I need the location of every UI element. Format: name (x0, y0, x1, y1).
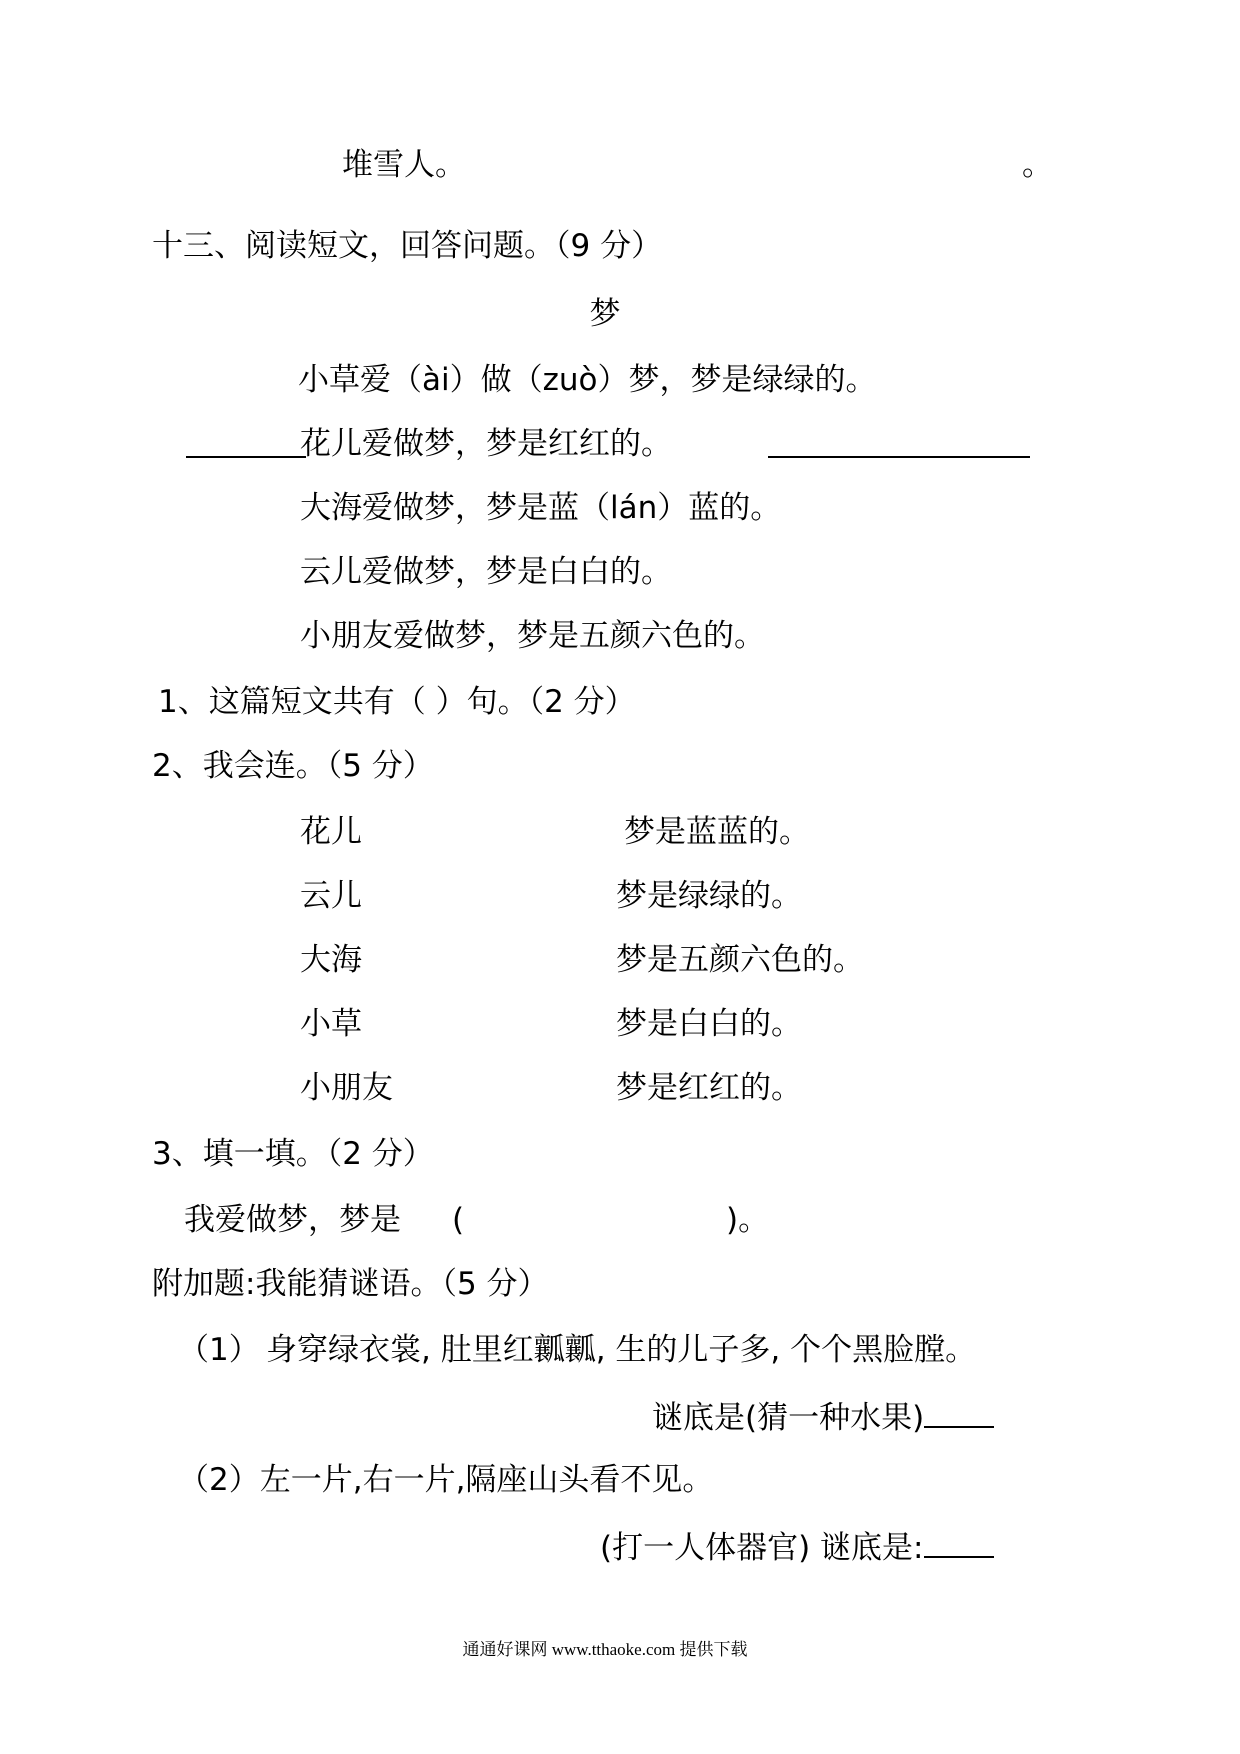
question-3-close-paren: )。 (726, 1202, 770, 1238)
question-3-open-paren: ( (452, 1202, 465, 1238)
riddle-2-answer-label: (打一人体器官) 谜底是: (600, 1530, 924, 1566)
poem-line-2: 花儿爱做梦，梦是红红的。 (300, 426, 672, 462)
poem-line-3: 大海爱做梦，梦是蓝（lán）蓝的。 (300, 490, 782, 526)
question-3-prefix: 我爱做梦，梦是 (184, 1202, 401, 1238)
riddle-2-answer-blank[interactable] (924, 1526, 994, 1558)
footer-credit: 通通好课网 www.tthaoke.com 提供下载 (462, 1640, 748, 1659)
question-3-heading: 3、填一填。（2 分） (152, 1136, 434, 1172)
match-left-4: 小草 (300, 1006, 362, 1042)
riddle-1-text: 身穿绿衣裳, 肚里红瓤瓤, 生的儿子多, 个个黑脸膛。 (266, 1332, 977, 1368)
poem-line-1: 小草爱（ài）做（zuò）梦，梦是绿绿的。 (298, 362, 877, 398)
match-right-5: 梦是红红的。 (616, 1070, 802, 1106)
match-right-3: 梦是五颜六色的。 (616, 942, 864, 978)
riddle-1-answer-blank[interactable] (924, 1396, 994, 1428)
question-2-heading: 2、我会连。（5 分） (152, 748, 434, 784)
margin-line-left (186, 456, 306, 458)
match-right-1: 梦是蓝蓝的。 (624, 814, 810, 850)
question-1: 1、这篇短文共有（ ）句。（2 分） (158, 684, 636, 720)
match-left-2: 云儿 (300, 878, 362, 914)
margin-line-right (768, 456, 1030, 458)
match-right-4: 梦是白白的。 (616, 1006, 802, 1042)
riddle-2-text: （2）左一片,右一片,隔座山头看不见。 (178, 1462, 714, 1498)
bonus-heading: 附加题:我能猜谜语。（5 分） (152, 1266, 549, 1302)
riddle-1-answer-label: 谜底是(猜一种水果) (652, 1400, 925, 1436)
match-left-3: 大海 (300, 942, 362, 978)
poem-line-4: 云儿爱做梦，梦是白白的。 (300, 554, 672, 590)
riddle-2-answer (600, 1526, 994, 1568)
match-left-5: 小朋友 (300, 1070, 393, 1106)
match-left-1: 花儿 (300, 814, 362, 850)
section13-heading: 十三、阅读短文，回答问题。（9 分） (152, 228, 663, 264)
prev-line-text: 堆雪人。 (342, 147, 466, 183)
prev-line-end: 。 (1022, 147, 1053, 183)
riddle-1-answer (652, 1396, 994, 1438)
riddle-1-number: （1） (178, 1332, 260, 1368)
poem-line-5: 小朋友爱做梦，梦是五颜六色的。 (300, 618, 765, 654)
match-right-2: 梦是绿绿的。 (616, 878, 802, 914)
poem-title: 梦 (589, 296, 621, 332)
